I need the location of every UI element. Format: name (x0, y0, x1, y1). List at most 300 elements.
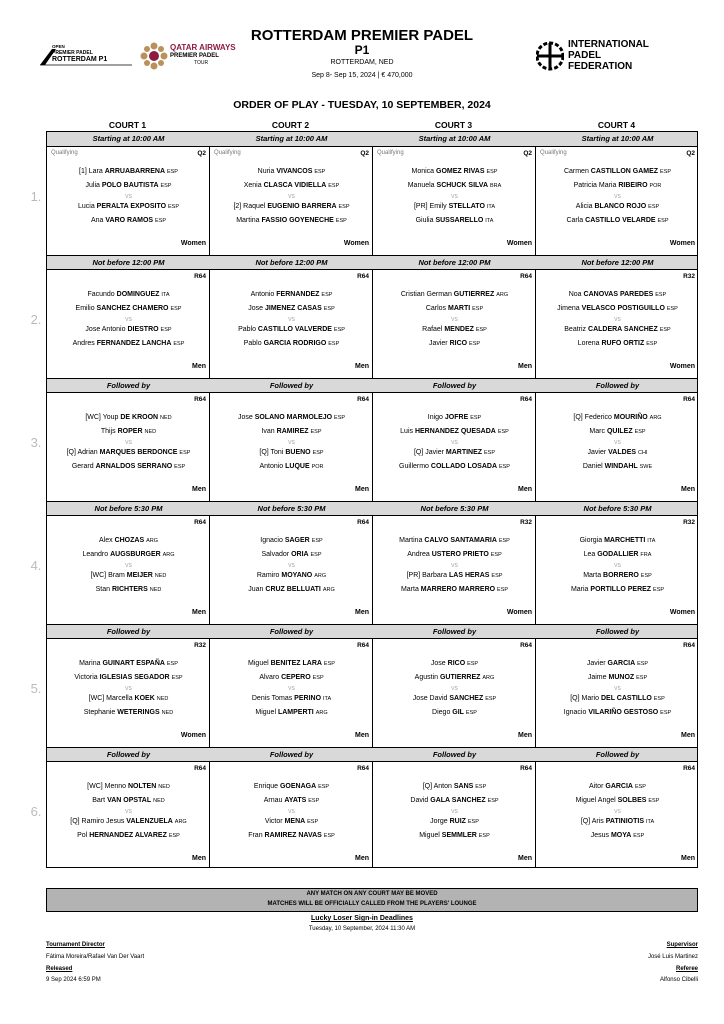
player-country: ESP (653, 587, 665, 593)
player-name (47, 673, 210, 683)
player-surname: NOLTEN (128, 783, 157, 790)
player-first-name: Jorge (430, 818, 448, 825)
director-value: Fátima Moreira/Rafael Van Der Vaart (46, 954, 145, 960)
player-name (210, 831, 373, 841)
player-name (373, 694, 536, 704)
player-name (536, 325, 699, 335)
category-label: Women (343, 240, 369, 247)
player-country: ESP (634, 784, 646, 790)
player-first-name: [PR] Emily (413, 203, 447, 210)
versus-label: VS (125, 317, 132, 323)
player-name (373, 413, 536, 423)
player-name (373, 585, 536, 595)
player-surname: GARCIA RODRIGO (263, 340, 327, 347)
player-country: SWE (639, 464, 653, 470)
player-name (536, 462, 699, 472)
player-first-name: Javier (586, 660, 606, 667)
player-name (536, 536, 699, 546)
player-surname: PERINO (294, 695, 322, 702)
player-country: NED (160, 415, 172, 421)
player-country: ESP (486, 169, 498, 175)
player-surname: RIBEIRO (618, 182, 648, 189)
start-time-label: Followed by (269, 750, 314, 759)
round-label: R32 (520, 519, 532, 526)
match-cell (373, 270, 536, 373)
versus-label: VS (451, 194, 458, 200)
player-first-name: [Q] Aris (580, 818, 604, 825)
player-first-name: Martina (399, 537, 423, 544)
time-slot-bar (47, 624, 697, 639)
player-first-name: Manuela (407, 182, 435, 189)
start-time-label: Followed by (432, 627, 477, 636)
match-cell (210, 762, 373, 865)
player-first-name: Pablo (243, 340, 262, 347)
round-label: Q2 (360, 150, 369, 157)
start-time-label: Followed by (432, 750, 477, 759)
player-name (536, 673, 699, 683)
match-cell (536, 762, 699, 865)
player-country: ESP (659, 327, 671, 333)
player-surname: MOYA (610, 832, 632, 839)
player-surname: GUINART ESPAÑA (102, 660, 165, 667)
player-surname: HERNANDEZ ALVAREZ (89, 832, 167, 839)
player-country: ESP (160, 183, 172, 189)
time-slot-row (47, 501, 697, 624)
category-label: Men (355, 363, 369, 370)
player-first-name: Jimena (557, 305, 580, 312)
player-first-name: [Q] Adrian (66, 449, 98, 456)
player-country: ESP (660, 710, 672, 716)
start-time-label: Followed by (269, 381, 314, 390)
match-cell (210, 270, 373, 373)
category-label: Men (192, 609, 206, 616)
player-surname: DIESTRO (127, 326, 159, 333)
released-value: 9 Sep 2024 6:59 PM (46, 977, 101, 983)
player-surname: RUFO ORTIZ (601, 340, 645, 347)
player-surname: USTERO PRIETO (431, 551, 489, 558)
player-first-name: Diego (432, 709, 451, 716)
player-first-name: Antonio (259, 463, 284, 470)
player-name (210, 339, 373, 349)
match-cell (210, 516, 373, 619)
player-name (373, 427, 536, 437)
versus-label: VS (125, 563, 132, 569)
player-name (536, 571, 699, 581)
category-label: Women (669, 609, 695, 616)
player-first-name: Enrique (253, 783, 279, 790)
player-first-name: Patricia Maria (573, 182, 617, 189)
released-label: Released (46, 966, 73, 972)
player-first-name: Antonio (250, 291, 275, 298)
player-surname: PORTILLO PEREZ (590, 586, 652, 593)
player-first-name: David (410, 797, 429, 804)
player-surname: SANS (453, 783, 474, 790)
player-first-name: Javier (428, 340, 448, 347)
player-name (47, 708, 210, 718)
player-country: NED (154, 573, 167, 579)
match-cell (47, 393, 210, 496)
player-first-name: Victor (264, 818, 283, 825)
fip-logo: INTERNATIONAL PADEL FEDERATION (536, 38, 646, 78)
player-first-name: Martina (236, 217, 260, 224)
player-surname: MOURIÑO (613, 414, 648, 421)
player-country: ESP (335, 218, 347, 224)
player-first-name: Giulia (415, 217, 434, 224)
player-country: ESP (333, 327, 345, 333)
player-name (210, 571, 373, 581)
player-country: ESP (321, 292, 333, 298)
player-country: ESP (323, 661, 335, 667)
player-country: ITA (645, 819, 655, 825)
start-time-label: Not before 12:00 PM (255, 258, 328, 267)
player-surname: SEMMLER (441, 832, 477, 839)
match-cell (536, 393, 699, 496)
player-name (373, 290, 536, 300)
category-label: Women (669, 363, 695, 370)
versus-label: VS (288, 563, 295, 569)
player-name (536, 181, 699, 191)
court-2-header: COURT 2 (271, 120, 310, 130)
round-label: R64 (683, 396, 695, 403)
start-time-label: Followed by (595, 750, 640, 759)
player-name (536, 216, 699, 226)
supervisor-value: José Luis Martinez (647, 954, 698, 960)
player-country: ESP (318, 784, 330, 790)
player-name (373, 462, 536, 472)
player-first-name: Carla (566, 217, 584, 224)
qualifying-label: Qualifying (51, 150, 78, 156)
player-name (210, 427, 373, 437)
player-first-name: Nuria (257, 168, 275, 175)
player-name (210, 304, 373, 314)
player-name (373, 181, 536, 191)
match-cell (47, 147, 210, 250)
round-label: R64 (194, 396, 206, 403)
player-surname: LUQUE (285, 463, 310, 470)
player-country: ESP (490, 552, 502, 558)
player-surname: GUTIERREZ (453, 291, 495, 298)
round-label: R64 (357, 765, 369, 772)
round-label: Q2 (523, 150, 532, 157)
player-country: ITA (486, 204, 496, 210)
player-first-name: Emilio (75, 305, 95, 312)
player-name (210, 782, 373, 792)
versus-label: VS (125, 440, 132, 446)
player-country: ESP (166, 661, 178, 667)
start-time-label: Not before 5:30 PM (420, 504, 489, 513)
order-of-play-title: ORDER OF PLAY - TUESDAY, 10 SEPTEMBER, 2024 (233, 99, 491, 111)
player-first-name: Andres (72, 340, 95, 347)
category-label: Men (518, 363, 532, 370)
player-first-name: Jose David (412, 695, 448, 702)
versus-label: VS (288, 194, 295, 200)
player-name (373, 831, 536, 841)
match-cell (373, 639, 536, 742)
player-country: ESP (323, 833, 335, 839)
director-label: Tournament Director (46, 942, 105, 948)
player-country: ESP (666, 306, 678, 312)
player-surname: BORRERO (603, 572, 639, 579)
player-name (536, 202, 699, 212)
player-name (210, 325, 373, 335)
player-first-name: Luis (400, 428, 413, 435)
player-country: ESP (484, 450, 496, 456)
player-first-name: Monica (411, 168, 435, 175)
player-name (536, 796, 699, 806)
player-first-name: Alex (98, 537, 113, 544)
start-time-label: Followed by (432, 381, 477, 390)
player-name (210, 550, 373, 560)
player-country: ESP (648, 204, 660, 210)
player-country: ESP (323, 306, 335, 312)
player-country: ESP (307, 819, 319, 825)
tournament-dates: Sep 8- Sep 15, 2024 | € 470,000 (311, 72, 413, 79)
player-country: ESP (640, 573, 652, 579)
player-first-name: Lorena (577, 340, 600, 347)
versus-label: VS (451, 317, 458, 323)
player-name (47, 304, 210, 314)
category-label: Men (518, 486, 532, 493)
player-name (373, 673, 536, 683)
player-first-name: Inigo (427, 414, 443, 421)
player-first-name: Salvador (261, 551, 290, 558)
player-first-name: [Q] Ramiro Jesus (70, 818, 125, 825)
category-label: Men (681, 486, 695, 493)
player-country: ITA (647, 538, 656, 544)
player-surname: BENITEZ LARA (270, 660, 322, 667)
start-time-label: Not before 5:30 PM (583, 504, 652, 513)
versus-label: VS (288, 440, 295, 446)
player-first-name: [Q] Federico (573, 414, 612, 421)
player-name (373, 550, 536, 560)
player-country: ESP (174, 464, 186, 470)
match-cell (373, 393, 536, 496)
time-slot-row (47, 255, 697, 378)
row-number: 5. (30, 681, 42, 696)
player-country: ESP (478, 833, 490, 839)
match-cell (536, 147, 699, 250)
player-surname: GOENAGA (279, 783, 317, 790)
player-first-name: [WC] Youp (85, 414, 119, 421)
player-first-name: [1] Lara (79, 168, 103, 175)
player-name (210, 216, 373, 226)
versus-label: VS (614, 686, 621, 692)
start-time-label: Not before 5:30 PM (94, 504, 163, 513)
player-country: ESP (491, 573, 503, 579)
versus-label: VS (288, 809, 295, 815)
court-1-header: COURT 1 (108, 120, 147, 130)
player-first-name: Cristian German (400, 291, 452, 298)
player-surname: FASSIO GOYENECHE (261, 217, 334, 224)
lucky-loser-title: Lucky Loser Sign-in Deadlines (311, 915, 413, 922)
player-first-name: Carlos (425, 305, 447, 312)
player-country: ESP (314, 169, 326, 175)
row-number: 3. (30, 435, 42, 450)
player-name (47, 831, 210, 841)
player-name (536, 708, 699, 718)
round-label: Q2 (197, 150, 206, 157)
category-label: Women (180, 240, 206, 247)
category-label: Men (192, 486, 206, 493)
player-name (373, 536, 536, 546)
player-surname: CHOZAS (114, 537, 145, 544)
qualifying-label: Qualifying (540, 150, 567, 156)
notice-banner (46, 888, 698, 912)
player-name (536, 339, 699, 349)
player-country: ITA (322, 696, 332, 702)
player-surname: CRUZ BELLUATI (265, 586, 321, 593)
round-label: R64 (683, 765, 695, 772)
player-country: ARG (162, 552, 175, 558)
round-label: R64 (683, 642, 695, 649)
player-name (210, 673, 373, 683)
player-country: ESP (653, 696, 665, 702)
player-name (210, 659, 373, 669)
player-surname: CASTILLO VALVERDE (257, 326, 332, 333)
player-country: ESP (465, 710, 477, 716)
player-surname: MARTINEZ (445, 449, 483, 456)
player-country: ESP (312, 675, 324, 681)
player-country: ESP (472, 306, 484, 312)
time-slot-row (47, 747, 697, 870)
time-slot-bar (47, 132, 697, 147)
player-name (536, 694, 699, 704)
player-first-name: Noa (568, 291, 582, 298)
player-name (536, 304, 699, 314)
player-country: ESP (633, 833, 645, 839)
player-name (210, 167, 373, 177)
player-surname: AUGSBURGER (110, 551, 161, 558)
player-country: ESP (497, 587, 509, 593)
player-country: ESP (497, 429, 509, 435)
match-cell (47, 516, 210, 619)
player-name (210, 181, 373, 191)
player-country: ESP (470, 415, 482, 421)
notice-line-2: MATCHES WILL BE OFFICIALLY CALLED FROM THE PLAYERS' LOUNGE (267, 901, 477, 907)
player-country: POR (649, 183, 662, 189)
player-surname: PATINIOTIS (605, 818, 645, 825)
player-country: ESP (634, 429, 646, 435)
player-country: ESP (311, 538, 323, 544)
qualifying-label: Qualifying (214, 150, 241, 156)
start-time-label: Followed by (106, 381, 151, 390)
player-surname: VARO RAMOS (105, 217, 154, 224)
round-label: R32 (683, 519, 695, 526)
row-number: 2. (30, 312, 42, 327)
player-country: ESP (310, 552, 322, 558)
round-label: R64 (357, 642, 369, 649)
versus-label: VS (451, 563, 458, 569)
versus-label: VS (288, 317, 295, 323)
player-name (373, 817, 536, 827)
player-name (536, 413, 699, 423)
player-name (536, 290, 699, 300)
player-country: ARG (496, 292, 509, 298)
player-country: NED (144, 429, 157, 435)
player-first-name: Jaime (587, 674, 607, 681)
player-surname: VALDES (608, 449, 637, 456)
player-surname: GOMEZ RIVAS (436, 168, 485, 175)
time-slot-bar (47, 501, 697, 516)
player-surname: CANOVAS PAREDES (583, 291, 654, 298)
match-cell (47, 639, 210, 742)
player-name (536, 831, 699, 841)
time-slot-row (47, 378, 697, 501)
rotterdam-p1-logo: OPEN PREMIER PADEL ROTTERDAM P1 (38, 44, 134, 68)
player-surname: KOEK (134, 695, 155, 702)
player-country: CHI (637, 450, 648, 456)
player-name (536, 550, 699, 560)
player-name (373, 216, 536, 226)
player-name (536, 585, 699, 595)
player-country: ESP (648, 798, 660, 804)
player-country: ARG (314, 573, 327, 579)
player-name (210, 202, 373, 212)
player-country: NED (161, 710, 174, 716)
player-surname: MEIJER (126, 572, 153, 579)
player-first-name: Pablo (238, 326, 256, 333)
versus-label: VS (125, 194, 132, 200)
player-surname: POLO BAUTISTA (101, 182, 159, 189)
player-name (210, 290, 373, 300)
round-label: R64 (194, 519, 206, 526)
category-label: Women (506, 240, 532, 247)
player-country: NED (149, 587, 162, 593)
player-first-name: Denis Tomas (251, 695, 293, 702)
player-name (536, 659, 699, 669)
player-name (373, 202, 536, 212)
player-first-name: Miguel (255, 709, 276, 716)
player-name (47, 817, 210, 827)
player-country: ITA (161, 292, 170, 298)
player-surname: MARTI (448, 305, 471, 312)
player-surname: FERNANDEZ (276, 291, 320, 298)
versus-label: VS (451, 809, 458, 815)
player-first-name: Thijs (100, 428, 116, 435)
player-first-name: Alvaro (259, 674, 280, 681)
round-label: R64 (520, 765, 532, 772)
round-label: R64 (357, 519, 369, 526)
player-first-name: Miguel (419, 832, 440, 839)
player-country: ARG (146, 538, 158, 544)
player-surname: VALENZUELA (126, 818, 173, 825)
player-surname: MARRERO MARRERO (420, 586, 496, 593)
player-name (47, 290, 210, 300)
player-country: ESP (312, 450, 324, 456)
player-name (536, 167, 699, 177)
player-country: ESP (328, 183, 340, 189)
player-name (210, 708, 373, 718)
player-first-name: Xenia (243, 182, 262, 189)
player-country: ESP (328, 341, 340, 347)
time-slot-bar (47, 747, 697, 762)
player-country: NED (156, 696, 169, 702)
time-slot-bar (47, 378, 697, 393)
player-first-name: Ignacio (563, 709, 587, 716)
match-cell (210, 147, 373, 250)
player-surname: CALDERA SANCHEZ (588, 326, 658, 333)
player-name (47, 448, 210, 458)
versus-label: VS (125, 686, 132, 692)
versus-label: VS (614, 809, 621, 815)
player-name (210, 585, 373, 595)
player-surname: IGLESIAS SEGADOR (99, 674, 170, 681)
player-surname: CEPERO (281, 674, 311, 681)
round-label: R64 (194, 765, 206, 772)
row-number: 1. (30, 189, 42, 204)
player-country: ESP (636, 675, 648, 681)
player-name (47, 782, 210, 792)
